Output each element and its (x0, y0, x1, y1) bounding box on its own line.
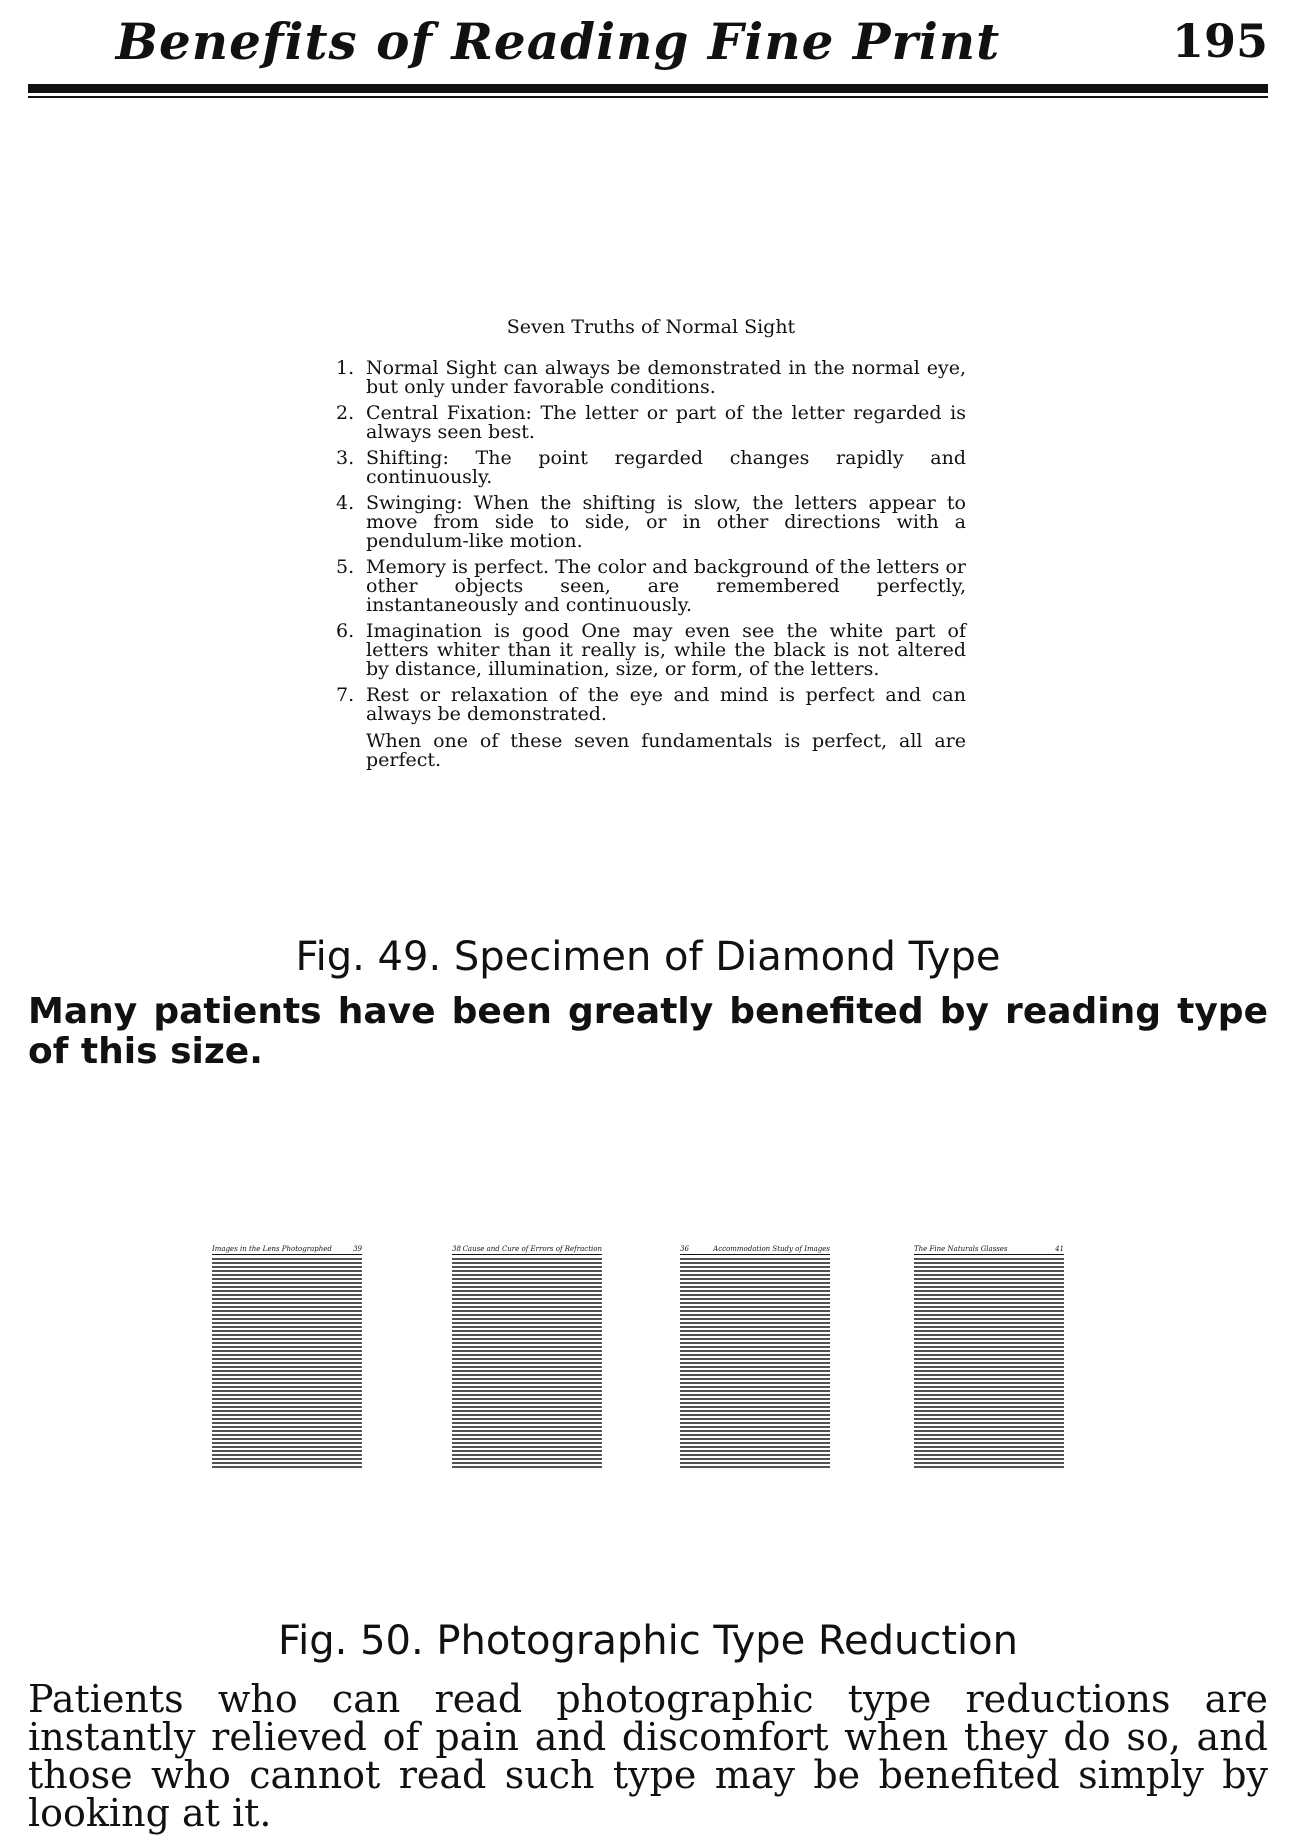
truth-item (336, 449, 966, 487)
page-header (28, 12, 1268, 82)
truth-item (336, 404, 966, 442)
truth-number: 3. (336, 447, 355, 469)
header-rule-thin (28, 96, 1268, 98)
truth-item (336, 686, 966, 724)
thumb-right-head: 41 (1055, 1245, 1064, 1253)
reduced-text-block (914, 1258, 1064, 1470)
truth-number: 5. (336, 556, 355, 578)
reduced-text-block (680, 1258, 830, 1470)
reduced-text-block (452, 1258, 602, 1470)
reduced-page-thumbnail (914, 1245, 1064, 1470)
thumb-left-head: 36 (680, 1245, 689, 1253)
header-rule-thick (28, 84, 1268, 93)
truth-text: Imagination is good One may even see the white part of letters whiter than it really is, while the black is not altered by distance, illumination, size, or form, of the letters. (366, 620, 966, 680)
fig49-caption: Fig. 49. Specimen of Diamond Type (295, 934, 1001, 980)
truth-number: 1. (336, 357, 355, 379)
truth-item (336, 359, 966, 397)
truth-text: Normal Sight can always be demonstrated in the normal eye, but only under favorable conditions. (366, 357, 966, 398)
fig50-body: Patients who can read photographic type reductions are instantly relieved of pain and discomfort when they do so, and those who cannot read such type may be benefited simply by looking at it. (28, 1677, 1268, 1835)
truth-text: Rest or relaxation of the eye and mind is perfect and can always be demonstrated. (366, 684, 966, 725)
reduced-page-thumbnail (452, 1245, 602, 1470)
thumb-left-head: 38 (452, 1245, 461, 1253)
thumb-right-head: Accommodation Study of Images (713, 1245, 830, 1253)
truth-number: 4. (336, 492, 355, 514)
reduced-page-thumbnail (680, 1245, 830, 1470)
reduced-page-thumbnail (212, 1245, 362, 1470)
truth-text: Swinging: When the shifting is slow, the letters appear to move from side to side, or in other directions with a pendulum-like motion. (366, 492, 966, 552)
truth-number: 2. (336, 402, 355, 424)
specimen-closing: When one of these seven fundamentals is perfect, all are perfect. (366, 730, 966, 771)
thumb-right-head: 39 (353, 1245, 362, 1253)
thumb-right-head: Cause and Cure of Errors of Refraction (462, 1245, 602, 1253)
truth-text: Memory is perfect. The color and background of the letters or other objects seen, are remembered perfectly, instantaneously and continuously. (366, 556, 966, 616)
thumb-left-head: The Fine Naturals Glasses (914, 1245, 1008, 1253)
truth-text: Central Fixation: The letter or part of the letter regarded is always seen best. (366, 402, 966, 443)
running-title: Benefits of Reading Fine Print (115, 12, 1001, 71)
reduced-text-block (212, 1258, 362, 1470)
truth-number: 7. (336, 684, 355, 706)
page-number: 195 (1171, 14, 1268, 68)
fig50-caption: Fig. 50. Photographic Type Reduction (278, 1618, 1018, 1664)
truth-item (336, 494, 966, 551)
truth-item (336, 558, 966, 615)
specimen-title: Seven Truths of Normal Sight (506, 316, 796, 338)
truth-number: 6. (336, 620, 355, 642)
photographic-reduction-pages (0, 1245, 1292, 1475)
truth-text: Shifting: The point regarded changes rapidly and continuously. (366, 447, 966, 488)
truth-item (336, 622, 966, 679)
thumb-left-head: Images in the Lens Photographed (212, 1245, 332, 1253)
diamond-type-specimen (336, 318, 966, 770)
fig49-body: Many patients have been greatly benefited by reading type of this size. (28, 991, 1268, 1072)
